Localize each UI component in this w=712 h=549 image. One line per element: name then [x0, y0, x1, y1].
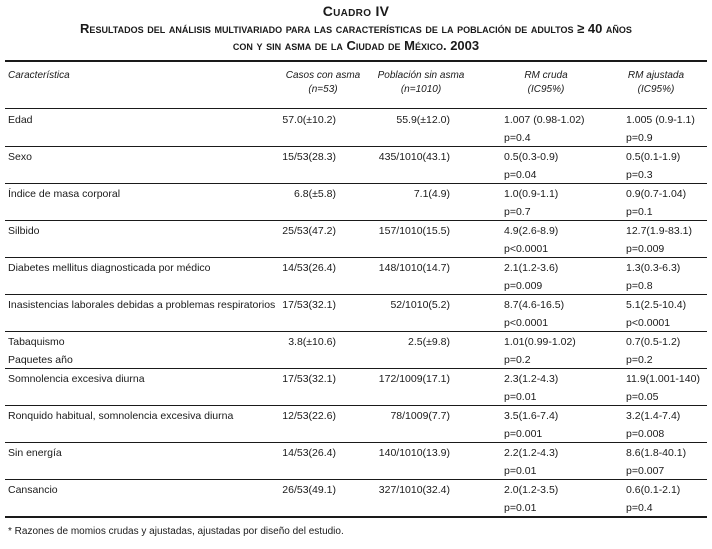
rm-crude-p-value: p=0.01 [504, 465, 537, 477]
row-label: Cansancio [8, 484, 58, 496]
table-row [0, 259, 712, 295]
top-rule [5, 60, 707, 62]
cases-value: 57.0(±10.2) [282, 114, 336, 126]
table-row [0, 111, 712, 147]
population-value: 148/1010(14.7) [378, 262, 450, 274]
row-label: Edad [8, 114, 33, 126]
row-divider [5, 479, 707, 480]
rm-crude-value: 2.1(1.2-3.6) [504, 262, 559, 274]
table-title-line-2: con y sin asma de la Ciudad de México. 2003 [232, 38, 480, 53]
rm-adjusted-p-value: p=0.9 [626, 132, 653, 144]
population-value: 140/1010(13.9) [378, 447, 450, 459]
row-label: Ronquido habitual, somnolencia excesiva diurna [8, 410, 234, 422]
table-row [0, 370, 712, 406]
rm-adjusted-value: 0.5(0.1-1.9) [626, 151, 681, 163]
cases-value: 25/53(47.2) [282, 225, 336, 237]
rm-adjusted-p-value: p=0.3 [626, 169, 653, 181]
table-number: Cuadro IV [322, 3, 390, 19]
row-label: Sexo [8, 151, 32, 163]
rm-crude-p-value: p=0.001 [504, 428, 543, 440]
rm-adjusted-value: 1.005 (0.9-1.1) [626, 114, 695, 126]
row-label: Silbido [8, 225, 40, 237]
header-cases-title: Casos con asma [285, 70, 361, 81]
rm-crude-p-value: p=0.01 [504, 502, 537, 514]
population-value: 55.9(±12.0) [396, 114, 450, 126]
population-value: 327/1010(32.4) [378, 484, 450, 496]
rm-crude-value: 0.5(0.3-0.9) [504, 151, 559, 163]
rm-adjusted-value: 5.1(2.5-10.4) [626, 299, 687, 311]
row-divider [5, 257, 707, 258]
cases-value: 26/53(49.1) [282, 484, 336, 496]
header-rm-adjusted-title: RM ajustada [627, 70, 685, 81]
header-rule [5, 108, 707, 109]
rm-crude-value: 2.0(1.2-3.5) [504, 484, 559, 496]
rm-crude-value: 4.9(2.6-8.9) [504, 225, 559, 237]
population-value: 157/1010(15.5) [378, 225, 450, 237]
table-title-line-1: Resultados del análisis multivariado para las características de la población de adultos ≥ 40 años [80, 21, 632, 36]
header-characteristic: Característica [8, 70, 70, 81]
rm-crude-p-value: p=0.04 [504, 169, 537, 181]
table-row [0, 222, 712, 258]
footnote: * Razones de momios crudas y ajustadas, ajustadas por diseño del estudio. [8, 526, 344, 537]
rm-crude-value: 2.3(1.2-4.3) [504, 373, 559, 385]
header-cases [268, 69, 378, 97]
table-row [0, 481, 712, 517]
population-value: 78/1009(7.7) [390, 410, 450, 422]
header-rm-crude-ci: (IC95%) [527, 84, 565, 95]
rm-adjusted-p-value: p=0.008 [626, 428, 665, 440]
rm-crude-p-value: p=0.01 [504, 391, 537, 403]
table-row [0, 333, 712, 369]
rm-crude-p-value: p=0.7 [504, 206, 531, 218]
table-row [0, 296, 712, 332]
header-population [366, 69, 476, 97]
rm-crude-p-value: p<0.0001 [504, 317, 549, 329]
header-population-title: Población sin asma [377, 70, 465, 81]
rm-adjusted-value: 0.7(0.5-1.2) [626, 336, 681, 348]
population-value: 2.5(±9.8) [408, 336, 450, 348]
row-sublabel: Paquetes año [8, 354, 73, 366]
rm-adjusted-p-value: p=0.2 [626, 354, 653, 366]
rm-adjusted-value: 0.9(0.7-1.04) [626, 188, 687, 200]
row-divider [5, 405, 707, 406]
rm-adjusted-value: 8.6(1.8-40.1) [626, 447, 687, 459]
rm-adjusted-value: 0.6(0.1-2.1) [626, 484, 681, 496]
rm-crude-value: 1.007 (0.98-1.02) [504, 114, 585, 126]
row-divider [5, 442, 707, 443]
cases-value: 3.8(±10.6) [288, 336, 336, 348]
row-divider [5, 183, 707, 184]
row-label: Somnolencia excesiva diurna [8, 373, 145, 385]
header-rm-crude-title: RM cruda [524, 70, 568, 81]
header-cases-n: (n=53) [308, 84, 338, 95]
population-value: 172/1009(17.1) [378, 373, 450, 385]
header-rm-crude [496, 69, 596, 97]
row-divider [5, 368, 707, 369]
rm-adjusted-p-value: p=0.007 [626, 465, 665, 477]
cases-value: 15/53(28.3) [282, 151, 336, 163]
row-label: Índice de masa corporal [8, 188, 121, 200]
cases-value: 14/53(26.4) [282, 447, 336, 459]
row-label: Inasistencias laborales debidas a problemas respiratorios [8, 299, 276, 311]
rm-adjusted-p-value: p=0.4 [626, 502, 653, 514]
population-value: 7.1(4.9) [413, 188, 450, 200]
rm-adjusted-value: 12.7(1.9-83.1) [626, 225, 692, 237]
rm-crude-value: 1.0(0.9-1.1) [504, 188, 559, 200]
cases-value: 17/53(32.1) [282, 373, 336, 385]
rm-adjusted-p-value: p<0.0001 [626, 317, 671, 329]
rm-crude-value: 8.7(4.6-16.5) [504, 299, 565, 311]
row-label: Diabetes mellitus diagnosticada por médico [8, 262, 211, 274]
row-divider [5, 294, 707, 295]
rm-crude-p-value: p<0.0001 [504, 243, 549, 255]
table-row [0, 407, 712, 443]
rm-adjusted-p-value: p=0.009 [626, 243, 665, 255]
row-divider [5, 146, 707, 147]
row-divider [5, 331, 707, 332]
rm-adjusted-value: 3.2(1.4-7.4) [626, 410, 681, 422]
bottom-rule [5, 516, 707, 518]
table-row [0, 444, 712, 480]
rm-adjusted-value: 1.3(0.3-6.3) [626, 262, 681, 274]
rm-adjusted-p-value: p=0.05 [626, 391, 659, 403]
table-row [0, 185, 712, 221]
rm-adjusted-p-value: p=0.1 [626, 206, 653, 218]
table-row [0, 148, 712, 184]
header-population-n: (n=1010) [400, 84, 442, 95]
rm-crude-p-value: p=0.2 [504, 354, 531, 366]
rm-crude-value: 2.2(1.2-4.3) [504, 447, 559, 459]
row-label: Tabaquismo [8, 336, 65, 348]
cases-value: 17/53(32.1) [282, 299, 336, 311]
rm-crude-p-value: p=0.009 [504, 280, 543, 292]
row-label: Sin energía [8, 447, 62, 459]
cases-value: 14/53(26.4) [282, 262, 336, 274]
rm-crude-value: 3.5(1.6-7.4) [504, 410, 559, 422]
cases-value: 12/53(22.6) [282, 410, 336, 422]
header-rm-adjusted-ci: (IC95%) [637, 84, 675, 95]
rm-crude-value: 1.01(0.99-1.02) [504, 336, 576, 348]
population-value: 435/1010(43.1) [378, 151, 450, 163]
rm-adjusted-value: 11.9(1.001-140) [626, 373, 700, 385]
rm-crude-p-value: p=0.4 [504, 132, 531, 144]
row-divider [5, 220, 707, 221]
population-value: 52/1010(5.2) [390, 299, 450, 311]
header-rm-adjusted [606, 69, 706, 97]
cases-value: 6.8(±5.8) [294, 188, 336, 200]
rm-adjusted-p-value: p=0.8 [626, 280, 653, 292]
